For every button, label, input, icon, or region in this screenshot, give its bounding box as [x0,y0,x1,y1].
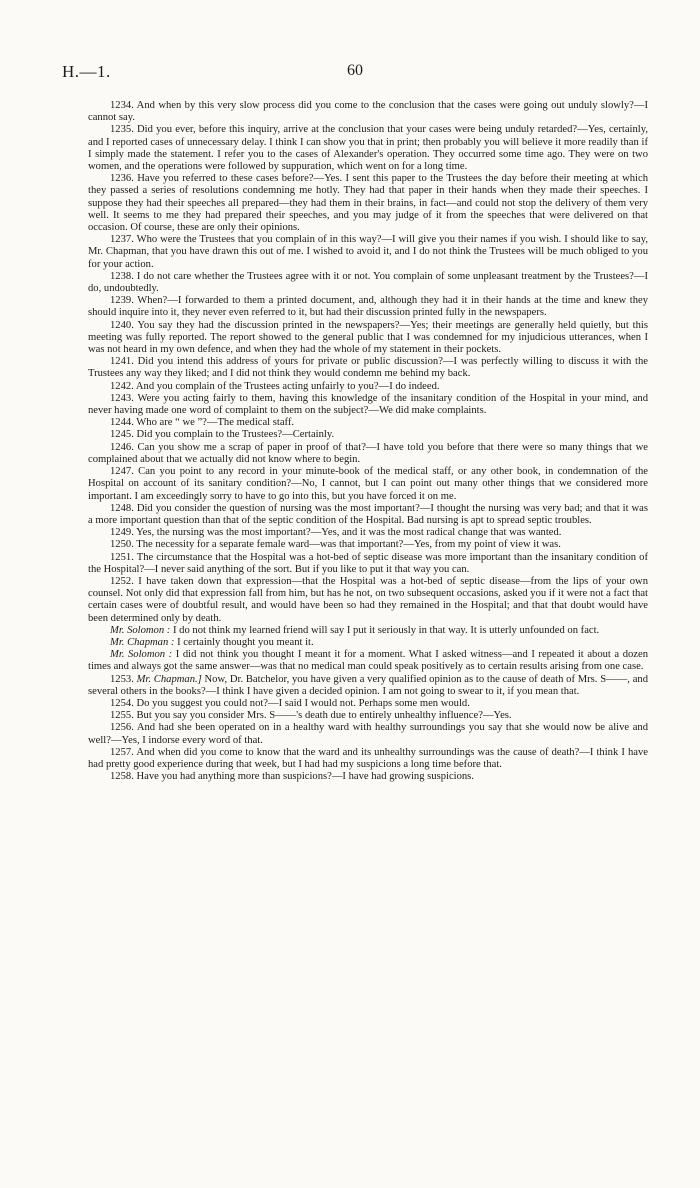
paragraph-text: 1238. I do not care whether the Trustees agree with it or not. You complain of some unpleasant treatment by the Trustees?—I do, undoubtedly. [88,270,648,295]
speaker-name: Mr. Solomon : [110,649,173,661]
paragraph-text: 1243. Were you acting fairly to them, having this knowledge of the insanitary condition of the Hospital in your mind, and never having made one word of complaint to them on the subject?—We did make complaints. [88,392,648,417]
question-number: 1253. [110,673,134,685]
paragraph-text: I do not think my learned friend will say I put it seriously in that way. It is utterly unfounded on fact. [172,624,600,636]
paragraph [88,625,648,637]
paragraph-text: 1237. Who were the Trustees that you complain of in this way?—I will give you their names if you wish. I should like to say, Mr. Chapman, that you have drawn this out of me. I wished to avoid it, and I do not think the Trustees will be much obliged to you for your action. [88,234,648,270]
paragraph-text: 1235. Did you ever, before this inquiry, arrive at the conclusion that your cases were being unduly retarded?—Yes, certainly, and I reported cases of unnecessary delay. I think I can show you that in print; then probably you will believe it more readily than if I simply made the statement. I refer you to the cases of Alexander's operation. They occurred some time ago. They were on two women, and the operations were followed by suppuration, which went on for a long time. [88,124,648,173]
paragraph-text: 1245. Did you complain to the Trustees?—Certainly. [110,429,335,441]
paragraph [88,466,648,503]
paragraph-text: 1247. Can you point to any record in your minute-book of the medical staff, or any other book, in condemnation of the Hospital on account of its sanitary condition?—No, I cannot, but I can point out many other things that we considered more important. I am exceedingly sorry to have to go into this, but you have forced it on me. [88,466,648,502]
paragraph [88,271,648,295]
speaker-name: Mr. Chapman.] [136,673,202,685]
page-number: 60 [347,62,363,79]
paragraph-text: 1252. I have taken down that expression—that the Hospital was a hot-bed of septic disease—from the lips of your own counsel. Not only did that expression fall from him, but has he not, on two subsequent occasions, asked you if it were not a fact that certain cases were of doubtful result, and would have been so had they remained in the Hospital; and that that doubt would have been determined only by death. [88,575,648,624]
paragraph [88,356,648,380]
paragraph-text: 1234. And when by this very slow process did you come to the conclusion that the cases were going out unduly slowly?—I cannot say. [88,100,648,124]
paragraph-text: 1240. You say they had the discussion printed in the newspapers?—Yes; their meetings are generally held quietly, but this meeting was fully reported. The report showed to the general public that I was condemned for my injudicious utterances, when I was not heard in my own defence, and when they had the whole of my statement in their pockets. [88,319,648,356]
document-reference: H.—1. [62,62,111,81]
paragraph-text: 1250. The necessity for a separate female ward—was that important?—Yes, from my point of view it was. [110,539,561,551]
paragraph [88,649,648,673]
paragraph [88,442,648,466]
paragraph-text: 1239. When?—I forwarded to them a printed document, and, although they had it in their hands at the time and knew they should inquire into it, they never even referred to it, but had their discussion printed fully in the newspapers. [88,295,648,319]
paragraph-text: 1241. Did you intend this address of yours for private or public discussion?—I was perfectly willing to discuss it with the Trustees any way they liked; and I did not think they would condemn me behind my back. [88,356,648,380]
speaker-name: Mr. Chapman : [110,636,175,648]
paragraph [88,637,648,649]
paragraph [88,771,648,783]
paragraph [88,173,648,234]
paragraph-text: I did not think you thought I meant it for a moment. What I asked witness—and I repeated it about a dozen times and always got the same answer—was that no medical man could speak positively as to certain results arising from one case. [88,649,648,673]
evidence-text [88,100,648,783]
paragraph [88,747,648,771]
paragraph-text: 1256. And had she been operated on in a healthy ward with healthy surroundings you say that she would now be alive and well?—Yes, I indorse every word of that. [88,722,648,746]
paragraph-text: 1242. And you complain of the Trustees acting unfairly to you?—I do indeed. [110,380,440,392]
paragraph-text: 1236. Have you referred to these cases before?—Yes. I sent this paper to the Trustees the day before their meeting at which they passed a series of resolutions condemning me hotly. They had that paper in their hands when they made their speeches. I suppose they had their speeches all prepared—they had them in their brains, in fact—and could not stop the delivery of them very well. It seems to me they had prepared their speeches, and you may judge of it from the speeches that were delivered on that occasion. Of course, these are only their opinions. [88,173,648,234]
paragraph [88,710,648,722]
paragraph-text: I certainly thought you meant it. [177,636,314,648]
paragraph [88,576,648,625]
paragraph [88,503,648,527]
paragraph-text: Now, Dr. Batchelor, you have given a very qualified opinion as to the cause of death of Mrs. S——, and several others in the books?—I think I have given a decided opinion. I am not going to swear to it, if you mean that. [88,673,648,697]
paragraph [88,381,648,393]
paragraph-text: 1244. Who are “ we ”?—The medical staff. [110,417,295,429]
paragraph-text: 1246. Can you show me a scrap of paper in proof of that?—I have told you before that there were so many things that we complained about that we actually did not know where to begin. [88,441,648,465]
paragraph [88,698,648,710]
paragraph [88,552,648,576]
speaker-name: Mr. Solomon : [110,624,171,636]
paragraph-text: 1255. But you say you consider Mrs. S——'s death due to entirely unhealthy influence?—Yes. [110,710,512,722]
running-header [62,62,648,84]
paragraph [88,320,648,357]
paragraph-text: 1248. Did you consider the question of nursing was the most important?—I thought the nursing was very bad; and that it was a more important question than that of the septic condition of the Hospital. Bad nursing is apt to spread septic troubles. [88,502,648,526]
paragraph [88,124,648,173]
paragraph-text: 1258. Have you had anything more than suspicions?—I have had growing suspicions. [110,771,474,783]
paragraph [88,100,648,124]
paragraph [88,295,648,319]
paragraph [88,417,648,429]
paragraph [88,539,648,551]
paragraph [88,393,648,417]
paragraph-text: 1257. And when did you come to know that the ward and its unhealthy surroundings was the cause of death?—I think I have had pretty good experience during that week, but I had had my suspicions a long time before that. [88,746,648,770]
paragraph-text: 1249. Yes, the nursing was the most important?—Yes, and it was the most radical change that was wanted. [110,527,562,539]
paragraph [88,527,648,539]
paragraph [88,722,648,746]
paragraph [88,234,648,271]
paragraph-text: 1251. The circumstance that the Hospital was a hot-bed of septic disease was more important than the insanitary condition of the Hospital?—I never said anything of the sort. But if you like to put it that way you can. [88,551,648,575]
paragraph-text: 1254. Do you suggest you could not?—I said I would not. Perhaps some men would. [110,697,470,709]
paragraph [88,429,648,441]
paragraph [88,674,648,698]
